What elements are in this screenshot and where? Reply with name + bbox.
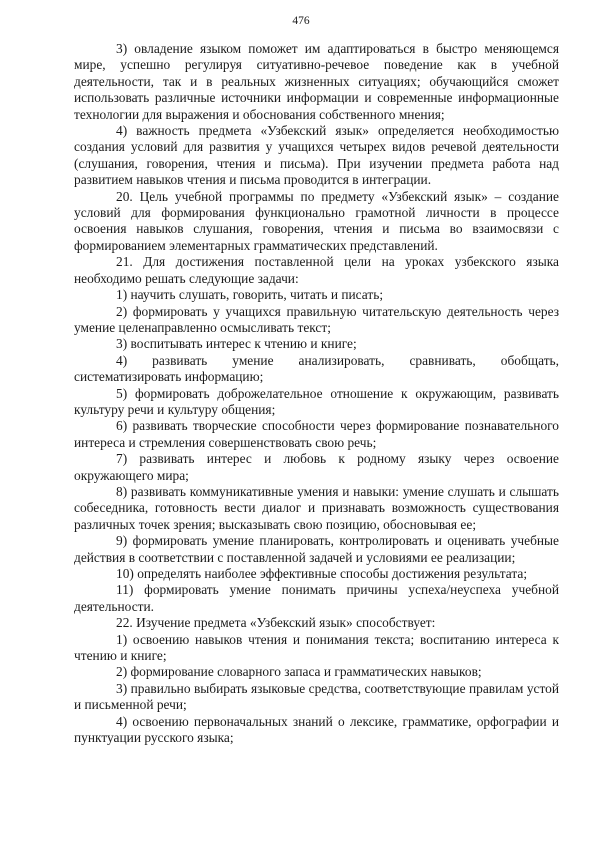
paragraph: 11) формировать умение понимать причины успеха/неуспеха учебной деятельности. — [74, 582, 559, 614]
paragraph: 10) определять наиболее эффективные способы достижения результата; — [116, 566, 528, 581]
paragraph: 4) развивать умение анализировать, сравнивать, обобщать, систематизировать информацию; — [74, 352, 559, 385]
paragraph: 20. Цель учебной программы по предмету «Узбекский язык» – создание условий для формирования функционально грамотной личности в процессе освоения навыков слушания, говорения, чтения и письма во взаимосвязи с формированием элементарных грамматических представлений. — [74, 188, 559, 253]
paragraph: 5) формировать доброжелательное отношение к окружающим, развивать культуру речи и культуру общения; — [74, 385, 559, 417]
paragraph: 3) воспитывать интерес к чтению и книге; — [116, 336, 357, 352]
paragraph: 1) научить слушать, говорить, читать и писать; — [116, 287, 384, 303]
paragraph: 21. Для достижения поставленной цели на уроках узбекского языка необходимо решать следующие задачи: — [74, 254, 559, 286]
paragraph: 7) развивать интерес и любовь к родному языку через освоение окружающего мира; — [74, 451, 559, 483]
paragraph: 3) овладение языком поможет им адаптироваться в быстро меняющемся мире, успешно регулируя ситуативно-речевое поведение как в учебной деятельности, так и в реальных жизненных ситуациях; обучающийся сможет использовать различные источники информации и современные информационные технологии для выражения и обоснования собственного мнения; — [74, 41, 559, 122]
paragraph: 6) развивать творческие способности через формирование познавательного интереса и стремления совершенствовать свою речь; — [74, 418, 559, 450]
page-number: 476 — [292, 15, 310, 27]
paragraph: 2) формировать у учащихся правильную читательскую деятельность через умение целенаправленно осмысливать текст; — [74, 303, 559, 335]
paragraph: 4) важность предмета «Узбекский язык» определяется необходимостью создания условий для развития у учащихся четырех видов речевой деятельности (слушания, говорения, чтения и письма). При изучении предмета работа над развитием навыков чтения и письма проводится в интеграции. — [74, 123, 559, 188]
paragraph: 4) освоению первоначальных знаний о лексике, грамматике, орфографии и пунктуации русского языка; — [74, 713, 559, 746]
document-body — [74, 41, 559, 746]
paragraph: 22. Изучение предмета «Узбекский язык» способствует: — [116, 615, 436, 631]
paragraph: 8) развивать коммуникативные умения и навыки: умение слушать и слышать собеседника, готовность вести диалог и признавать возможность существования различных точек зрения; высказывать свою позицию, обосновывая ее; — [74, 483, 559, 532]
paragraph: 2) формирование словарного запаса и грамматических навыков; — [116, 664, 482, 680]
paragraph: 1) освоению навыков чтения и понимания текста; воспитанию интереса к чтению и книге; — [74, 631, 559, 664]
paragraph: 9) формировать умение планировать, контролировать и оценивать учебные действия в соответствии с поставленной задачей и условиями ее реализации; — [74, 533, 559, 565]
paragraph: 3) правильно выбирать языковые средства, соответствующие правилам устой и письменной речи; — [74, 680, 559, 713]
